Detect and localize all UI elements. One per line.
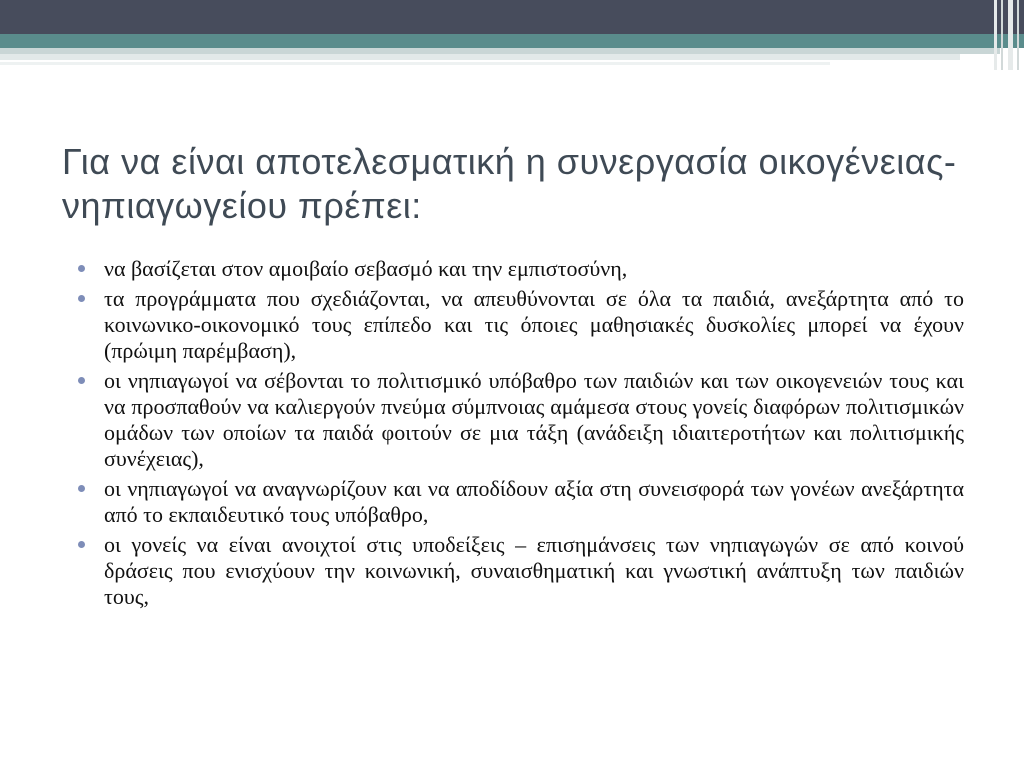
banner-light-band-2	[0, 54, 960, 60]
bullet-list	[72, 256, 964, 614]
bullet-marker-icon	[78, 541, 85, 548]
bullet-marker-icon	[78, 265, 85, 272]
bullet-marker-icon	[78, 377, 85, 384]
bullet-item	[72, 286, 964, 364]
banner-thin-line	[0, 62, 830, 65]
banner-vertical-stripe	[1017, 0, 1019, 70]
bullet-text: οι νηπιαγωγοί να σέβονται το πολιτισμικό υπόβαθρο των παιδιών και των οικογενειών τους και να προσπαθούν να καλιεργούν πνεύμα σύμπνοιας αμάμεσα στους γονείς διαφόρων πολιτισμικών ομάδων των οποίων τα παιδά φοιτούν σε μια τάξη (ανάδειξη ιδιαιτεροτήτων και πολιτισμικής συνέχειας),	[104, 368, 964, 471]
banner-vertical-stripe	[1001, 0, 1003, 70]
banner-dark-band	[0, 0, 1024, 34]
bullet-marker-icon	[78, 485, 85, 492]
bullet-marker-icon	[78, 295, 85, 302]
bullet-item	[72, 476, 964, 528]
banner-teal-band	[0, 34, 1024, 48]
banner-vertical-stripe	[994, 0, 997, 70]
bullet-text: οι νηπιαγωγοί να αναγνωρίζουν και να αποδίδουν αξία στη συνεισφορά των γονέων ανεξάρτητα από το εκπαιδευτικό τους υπόβαθρο,	[104, 476, 964, 527]
bullet-text: να βασίζεται στον αμοιβαίο σεβασμό και την εμπιστοσύνη,	[104, 256, 628, 281]
bullet-item	[72, 368, 964, 472]
bullet-text: τα προγράμματα που σχεδιάζονται, να απευθύνονται σε όλα τα παιδιά, ανεξάρτητα από το κοινωνικο-οικονομικό τους επίπεδο και τις όποιες μαθησιακές δυσκολίες μπορεί να έχουν (πρώιμη παρέμβαση),	[104, 286, 964, 363]
banner-vertical-stripe	[1008, 0, 1013, 70]
bullet-text: οι γονείς να είναι ανοιχτοί στις υποδείξεις – επισημάνσεις των νηπιαγωγών σε από κοινού δράσεις που ενισχύουν την κοινωνική, συναισθηματική και γνωστική ανάπτυξη των παιδιών τους,	[104, 532, 964, 609]
bullet-item	[72, 532, 964, 610]
bullet-item	[72, 256, 964, 282]
slide-title: Για να είναι αποτελεσματική η συνεργασία οικογένειας-νηπιαγωγείου πρέπει:	[62, 141, 957, 226]
